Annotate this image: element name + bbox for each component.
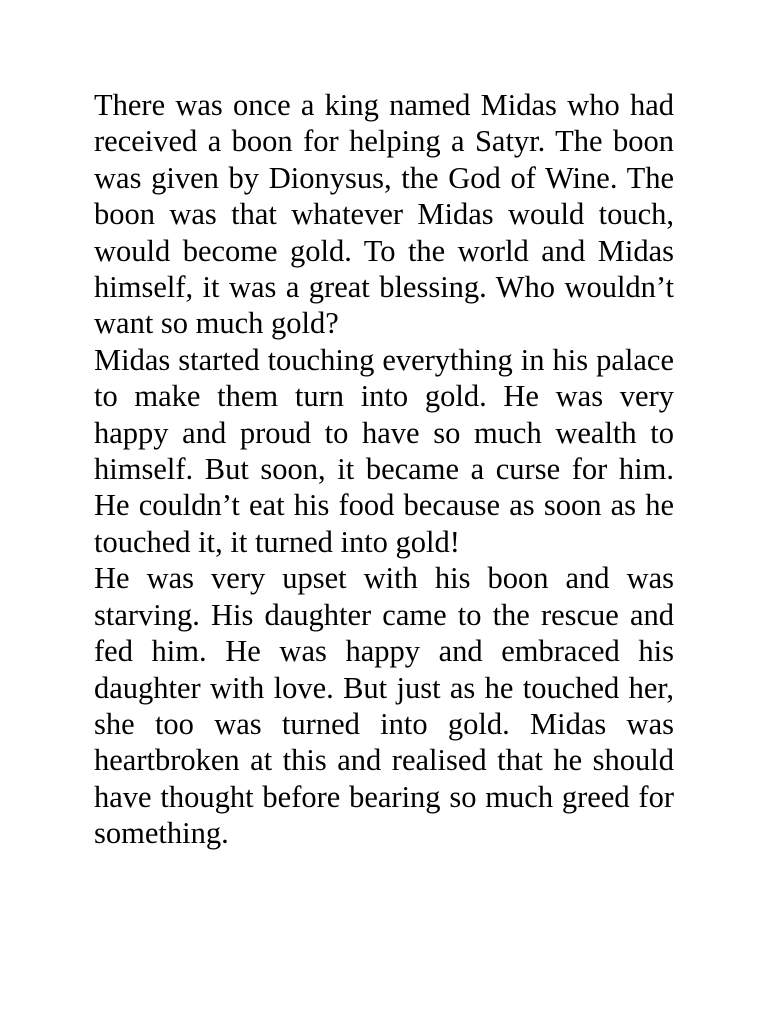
paragraph-1: There was once a king named Midas who had received a boon for helping a Satyr. The boon was given by Dionysus, the God of Wine. The boon was that whatever Midas would touch, would become gold. To the world and Midas himself, it was a great blessing. Who wouldn’t want so much gold? bbox=[94, 88, 674, 341]
paragraph-2: Midas started touching everything in his palace to make them turn into gold. He was very happy and proud to have so much wealth to himself. But soon, it became a curse for him. He couldn’t eat his food because as soon as he touched it, it turned into gold! bbox=[94, 342, 674, 559]
paragraph-3: He was very upset with his boon and was starving. His daughter came to the rescue and fed him. He was happy and embraced his daughter with love. But just as he touched her, she too was turned into gold. Midas was heartbroken at this and realised that he should have thought before bearing so much greed for something. bbox=[94, 561, 674, 851]
document-page bbox=[94, 87, 674, 852]
